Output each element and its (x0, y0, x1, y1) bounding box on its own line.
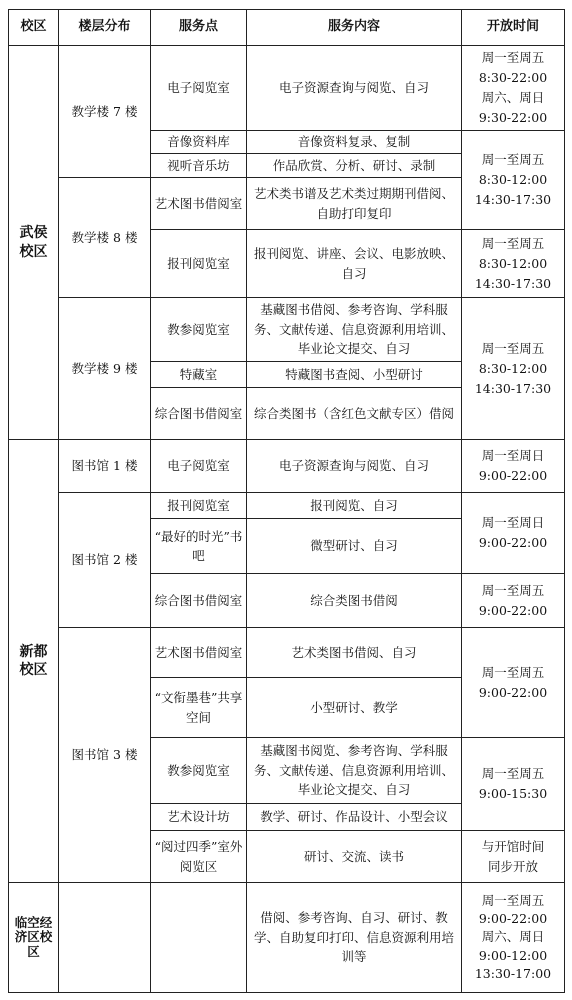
table-row (9, 440, 565, 493)
service-content: 艺术类图书借阅、自习 (247, 628, 462, 678)
campus-linkong: 临空经济区校区 (9, 883, 59, 993)
campus-xindu: 新都校区 (9, 440, 59, 883)
service-point: 电子阅览室 (151, 46, 247, 131)
service-content: 借阅、参考咨询、自习、研讨、教学、自助复印打印、信息资源利用培训等 (247, 883, 462, 993)
open-hours: 与开馆时间 同步开放 (462, 831, 565, 883)
service-point: 艺术图书借阅室 (151, 628, 247, 678)
service-point: 电子阅览室 (151, 440, 247, 493)
service-content: 小型研讨、教学 (247, 678, 462, 738)
service-content: 音像资料复录、复制 (247, 131, 462, 154)
service-content: 微型研讨、自习 (247, 519, 462, 574)
open-hours: 周一至周日 9:00-22:00 (462, 493, 565, 574)
table-row (9, 46, 565, 131)
service-point: 艺术设计坊 (151, 804, 247, 831)
header-floor: 楼层分布 (59, 10, 151, 46)
header-row (9, 10, 565, 46)
header-service-content: 服务内容 (247, 10, 462, 46)
service-point: 艺术图书借阅室 (151, 178, 247, 230)
service-content: 特藏图书查阅、小型研讨 (247, 362, 462, 388)
service-content: 电子资源查询与阅览、自习 (247, 46, 462, 131)
service-point: 教参阅览室 (151, 298, 247, 362)
floor-library-3: 图书馆 3 楼 (59, 628, 151, 883)
service-schedule-table (8, 9, 565, 993)
service-point (151, 883, 247, 993)
floor-teaching-9: 教学楼 9 楼 (59, 298, 151, 440)
open-hours: 周一至周五 9:00-22:00 (462, 574, 565, 628)
service-point: “阅过四季”室外阅览区 (151, 831, 247, 883)
campus-wuhou: 武侯校区 (9, 46, 59, 440)
service-content: 教学、研讨、作品设计、小型会议 (247, 804, 462, 831)
floor-library-2: 图书馆 2 楼 (59, 493, 151, 628)
open-hours: 周一至周五 8:30-12:00 14:30-17:30 (462, 298, 565, 440)
service-point: 综合图书借阅室 (151, 388, 247, 440)
open-hours: 周一至周五 9:00-15:30 (462, 738, 565, 831)
service-content: 基藏图书阅览、参考咨询、学科服务、文献传递、信息资源利用培训、毕业论文提交、自习 (247, 738, 462, 804)
header-service-point: 服务点 (151, 10, 247, 46)
service-point: “文衔墨巷”共享空间 (151, 678, 247, 738)
service-content: 艺术类书谱及艺术类过期期刊借阅、自助打印复印 (247, 178, 462, 230)
service-content: 综合类图书借阅 (247, 574, 462, 628)
service-content: 电子资源查询与阅览、自习 (247, 440, 462, 493)
floor-teaching-8: 教学楼 8 楼 (59, 178, 151, 298)
open-hours: 周一至周五 8:30-12:00 14:30-17:30 (462, 230, 565, 298)
service-content: 基藏图书借阅、参考咨询、学科服务、文献传递、信息资源利用培训、毕业论文提交、自习 (247, 298, 462, 362)
floor-library-1: 图书馆 1 楼 (59, 440, 151, 493)
open-hours: 周一至周五 8:30-12:00 14:30-17:30 (462, 131, 565, 230)
service-point: 报刊阅览室 (151, 493, 247, 519)
floor-empty (59, 883, 151, 993)
header-open-hours: 开放时间 (462, 10, 565, 46)
open-hours: 周一至周五 9:00-22:00 周六、周日 9:00-12:00 13:30-17:00 (462, 883, 565, 993)
service-point: “最好的时光”书吧 (151, 519, 247, 574)
service-content: 报刊阅览、自习 (247, 493, 462, 519)
service-point: 特藏室 (151, 362, 247, 388)
open-hours: 周一至周日 9:00-22:00 (462, 440, 565, 493)
service-content: 报刊阅览、讲座、会议、电影放映、自习 (247, 230, 462, 298)
header-campus: 校区 (9, 10, 59, 46)
table-row (9, 298, 565, 362)
service-point: 综合图书借阅室 (151, 574, 247, 628)
table-row (9, 493, 565, 519)
open-hours: 周一至周五 9:00-22:00 (462, 628, 565, 738)
service-content: 作品欣赏、分析、研讨、录制 (247, 154, 462, 178)
service-content: 研讨、交流、读书 (247, 831, 462, 883)
table-row (9, 628, 565, 678)
service-point: 视听音乐坊 (151, 154, 247, 178)
service-point: 教参阅览室 (151, 738, 247, 804)
table-row (9, 883, 565, 993)
service-point: 报刊阅览室 (151, 230, 247, 298)
service-point: 音像资料库 (151, 131, 247, 154)
service-content: 综合类图书（含红色文献专区）借阅 (247, 388, 462, 440)
open-hours: 周一至周五 8:30-22:00 周六、周日 9:30-22:00 (462, 46, 565, 131)
floor-teaching-7: 教学楼 7 楼 (59, 46, 151, 178)
